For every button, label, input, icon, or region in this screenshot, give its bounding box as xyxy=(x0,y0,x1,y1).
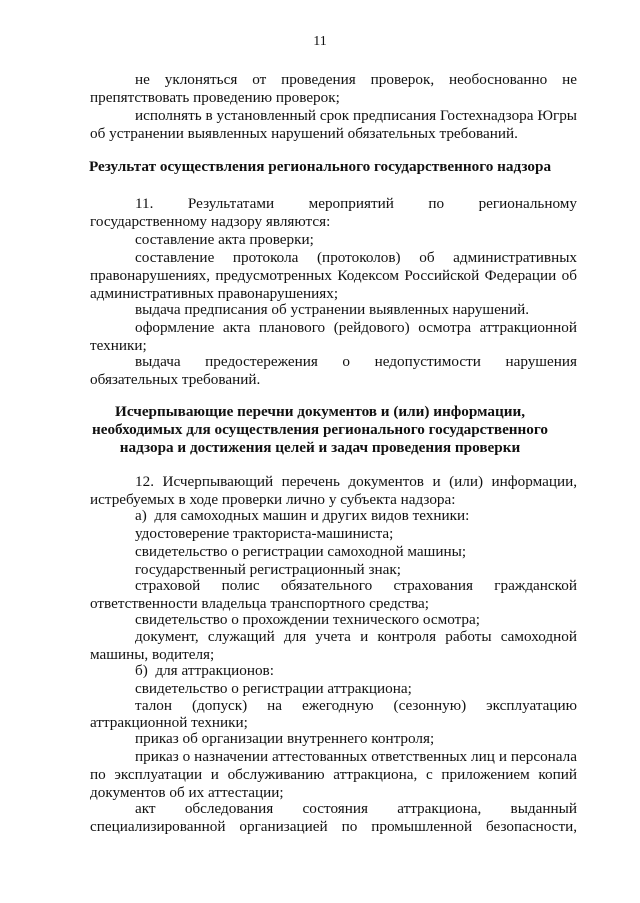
text-line: документов об их аттестации; xyxy=(90,784,284,801)
text-line: 12. Исчерпывающий перечень документов и (или) информации, xyxy=(135,473,577,490)
list-item: приказ об организации внутреннего контроля; xyxy=(135,730,435,747)
text-line: истребуемых в ходе проверки лично у субъекта надзора: xyxy=(90,491,456,508)
text-line: правонарушениях, предусмотренных Кодексом Российской Федерации об xyxy=(90,267,577,284)
text-line: по эксплуатации и обслуживанию аттракциона, с приложением копий xyxy=(90,766,577,783)
section-heading: Исчерпывающие перечни документов и (или) информации, xyxy=(115,403,525,420)
list-item: государственный регистрационный знак; xyxy=(135,561,401,578)
text-line: об устранении выявленных нарушений обязательных требований. xyxy=(90,125,518,142)
text-line: аттракционной техники; xyxy=(90,714,248,731)
text-line: исполнять в установленный срок предписания Гостехнадзора Югры xyxy=(135,107,577,124)
list-item: свидетельство о регистрации самоходной машины; xyxy=(135,543,467,560)
list-item: а) для самоходных машин и других видов техники: xyxy=(135,507,470,524)
text-line: препятствовать проведению проверок; xyxy=(90,89,340,106)
page-number: 11 xyxy=(313,34,327,49)
text-line: машины, водителя; xyxy=(90,646,215,663)
text-line: оформление акта планового (рейдового) осмотра аттракционной xyxy=(135,319,577,336)
list-item: страховой полис обязательного страхования гражданской xyxy=(135,577,577,594)
list-item: удостоверение тракториста-машиниста; xyxy=(135,525,394,542)
list-item: документ, служащий для учета и контроля работы самоходной xyxy=(135,628,577,645)
list-item: талон (допуск) на ежегодную (сезонную) эксплуатацию xyxy=(135,697,577,714)
text-line: специализированной организацией по промышленной безопасности, xyxy=(90,818,577,835)
list-item: приказ о назначении аттестованных ответственных лиц и персонала xyxy=(135,748,577,765)
text-line: обязательных требований. xyxy=(90,371,261,388)
text-line: выдача предостережения о недопустимости нарушения xyxy=(135,353,577,370)
text-line: государственному надзору являются: xyxy=(90,213,331,230)
list-item: свидетельство о прохождении технического осмотра; xyxy=(135,611,480,628)
text-line: составление протокола (протоколов) об административных xyxy=(135,249,577,266)
list-item: акт обследования состояния аттракциона, выданный xyxy=(135,800,577,817)
section-heading: необходимых для осуществления регионального государственного xyxy=(91,421,549,438)
text-line: ответственности владельца транспортного средства; xyxy=(90,595,429,612)
list-item: свидетельство о регистрации аттракциона; xyxy=(135,680,412,697)
text-line: выдача предписания об устранении выявленных нарушений. xyxy=(135,301,529,318)
text-line: составление акта проверки; xyxy=(135,231,314,248)
section-heading: надзора и достижения целей и задач проведения проверки xyxy=(119,439,521,456)
text-line: не уклоняться от проведения проверок, необоснованно не xyxy=(135,71,577,88)
text-line: техники; xyxy=(90,337,147,354)
text-line: административных правонарушениях; xyxy=(90,285,339,302)
text-line: 11. Результатами мероприятий по региональному xyxy=(135,195,577,212)
list-item: б) для аттракционов: xyxy=(135,662,274,679)
section-heading: Результат осуществления регионального государственного надзора xyxy=(88,158,552,175)
